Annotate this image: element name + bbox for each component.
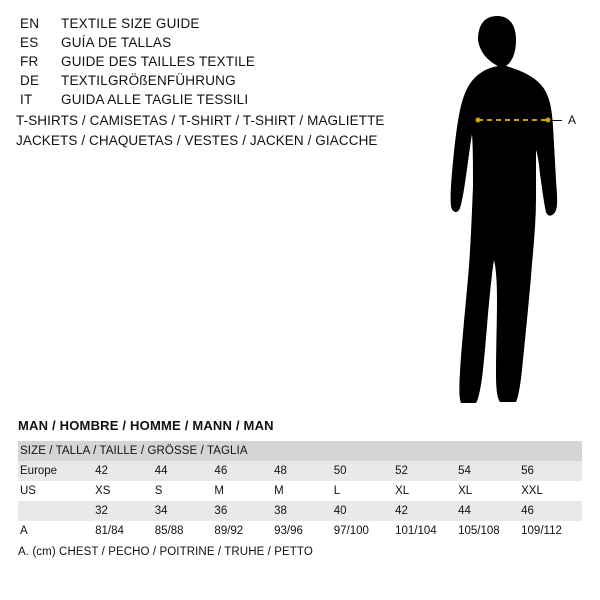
table-cell: 46 bbox=[521, 505, 534, 517]
table-cell: 40 bbox=[333, 505, 347, 517]
language-code: IT bbox=[20, 92, 33, 107]
language-text: TEXTILE SIZE GUIDE bbox=[61, 16, 200, 31]
table-cell: XL bbox=[458, 485, 473, 497]
table-header-label: SIZE / TALLA / TAILLE / GRÖSSE / TAGLIA bbox=[20, 445, 248, 457]
table-cell: 42 bbox=[395, 505, 408, 517]
language-text: TEXTILGRÖßENFÜHRUNG bbox=[61, 73, 236, 88]
chest-measure-endpoint bbox=[476, 118, 481, 123]
language-code: FR bbox=[20, 54, 39, 69]
language-code: DE bbox=[20, 73, 40, 88]
row-label-blank bbox=[18, 501, 93, 521]
language-code: EN bbox=[20, 16, 40, 31]
language-row bbox=[20, 92, 350, 111]
language-row bbox=[20, 16, 350, 35]
table-cell: 44 bbox=[458, 505, 471, 517]
table-cell: 54 bbox=[458, 465, 471, 477]
table-cell: XS bbox=[95, 485, 111, 497]
table-row bbox=[18, 521, 582, 541]
table-cell: 101/104 bbox=[395, 525, 437, 537]
language-code: ES bbox=[20, 35, 39, 50]
table-cell: 81/84 bbox=[95, 525, 124, 537]
category-tshirts: T-SHIRTS / CAMISETAS / T-SHIRT / T-SHIRT / MAGLIETTE bbox=[16, 113, 385, 128]
category-jackets: JACKETS / CHAQUETAS / VESTES / JACKEN / GIACCHE bbox=[16, 133, 378, 148]
table-cell: 42 bbox=[95, 465, 108, 477]
language-row bbox=[20, 73, 350, 92]
table-cell: 56 bbox=[521, 465, 534, 477]
table-cell: XXL bbox=[521, 485, 543, 497]
table-cell: 48 bbox=[274, 465, 287, 477]
size-table bbox=[18, 441, 582, 541]
marker-label-a: A bbox=[568, 113, 577, 127]
table-cell: 52 bbox=[395, 465, 408, 477]
table-row bbox=[18, 481, 582, 501]
table-cell: 89/92 bbox=[214, 525, 244, 537]
marker-leader-line bbox=[550, 120, 562, 121]
table-cell: 32 bbox=[95, 505, 108, 517]
language-list bbox=[20, 16, 350, 111]
table-cell: 105/108 bbox=[458, 525, 500, 537]
language-text: GUIDE DES TAILLES TEXTILE bbox=[61, 54, 256, 69]
male-body-figure bbox=[400, 10, 600, 410]
row-label-europe: Europe bbox=[20, 465, 58, 477]
table-cell: 46 bbox=[214, 465, 228, 477]
table-cell: 85/88 bbox=[154, 525, 184, 537]
table-cell: 93/96 bbox=[274, 525, 303, 537]
body-silhouette-icon bbox=[400, 10, 600, 410]
table-cell: S bbox=[154, 485, 163, 497]
language-text: GUÍA DE TALLAS bbox=[61, 35, 172, 50]
language-row bbox=[20, 54, 350, 73]
table-header-row bbox=[18, 441, 582, 461]
table-cell: 36 bbox=[214, 505, 228, 517]
language-text: GUIDA ALLE TAGLIE TESSILI bbox=[61, 92, 249, 107]
table-footnote: A. (cm) CHEST / PECHO / POITRINE / TRUHE / PETTO bbox=[18, 546, 313, 558]
language-row bbox=[20, 35, 350, 54]
table-cell: 44 bbox=[154, 465, 168, 477]
table-cell: 34 bbox=[154, 505, 168, 517]
table-cell: 38 bbox=[274, 505, 287, 517]
table-row bbox=[18, 461, 582, 481]
table-cell: XL bbox=[395, 485, 410, 497]
table-cell: 50 bbox=[333, 465, 347, 477]
table-cell: M bbox=[274, 485, 284, 497]
category-list bbox=[16, 111, 385, 151]
table-row bbox=[18, 501, 582, 521]
table-title: MAN / HOMBRE / HOMME / MANN / MAN bbox=[18, 418, 274, 433]
row-label-us: US bbox=[20, 485, 36, 497]
table-cell: M bbox=[214, 485, 225, 497]
table-cell: 109/112 bbox=[521, 525, 562, 537]
table-cell: 97/100 bbox=[333, 525, 369, 537]
table-cell: L bbox=[333, 485, 341, 497]
row-label-a: A bbox=[20, 525, 28, 537]
